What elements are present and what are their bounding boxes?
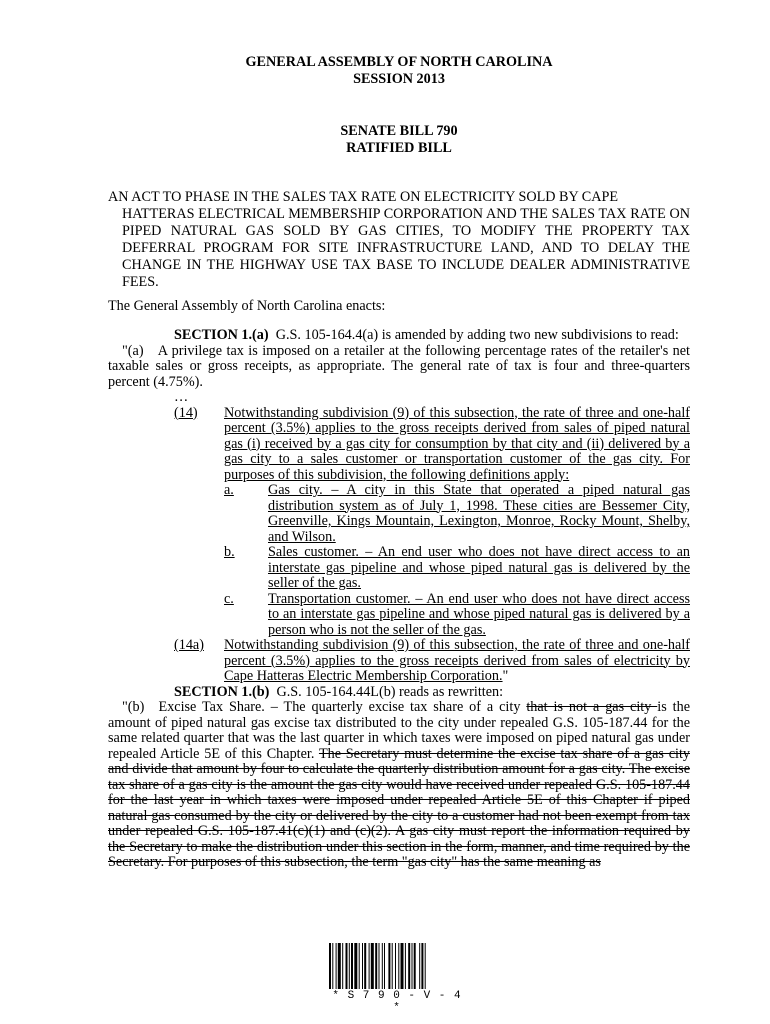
- barcode-bar: [349, 943, 350, 989]
- barcode-bar: [412, 943, 413, 989]
- definition-item: [224, 483, 690, 545]
- bill-number: SENATE BILL 790: [340, 123, 458, 139]
- barcode-bar: [401, 943, 404, 989]
- subsection-b: [108, 700, 690, 871]
- header-bill: [108, 123, 690, 157]
- barcode-bar: [419, 943, 420, 989]
- subdivision-14a-number: (14a): [174, 637, 204, 653]
- barcode-bar: [362, 943, 363, 989]
- section-1a-label: SECTION 1.(a): [174, 327, 269, 343]
- barcode-bar: [382, 943, 383, 989]
- enacting-clause: The General Assembly of North Carolina enacts:: [108, 298, 386, 314]
- assembly-name: GENERAL ASSEMBLY OF NORTH CAROLINA: [245, 54, 553, 70]
- section-1a-intro: [108, 328, 690, 344]
- barcode-label: * S 7 9 0 - V - 4 *: [332, 990, 462, 1014]
- barcode-bar: [346, 943, 348, 989]
- ellipsis: …: [174, 389, 189, 405]
- barcode-bar: [405, 943, 406, 989]
- subsection-b-middle: is the amount of piped natural gas excise tax distributed to the city under repealed G.S. 105-187.44 for the same related quarter that was the last quarter in which taxes were imposed on piped natural gas under repealed Article 5E of this Chapter.: [108, 699, 690, 762]
- barcode-bar: [408, 943, 410, 989]
- barcode-bar: [414, 943, 416, 989]
- subdivision-14-text: Notwithstanding subdivision (9) of this subsection, the rate of three and one-half percent (3.5%) applies to the gross receipts derived from sales of piped natural gas (i) received by a gas city for consumption by that city and (ii) delivered by a gas city to a sales customer or transportation customer of the gas city. For purposes of this subdivision, the following definitions apply:: [224, 404, 690, 483]
- barcode-bar: [398, 943, 399, 989]
- header-assembly: [108, 54, 690, 88]
- barcode-bar: [336, 943, 337, 989]
- barcode-bar: [384, 943, 385, 989]
- document-barcode: [329, 943, 465, 989]
- definition-text: Gas city. – A city in this State that operated a piped natural gas distribution system as of July 1, 1998. These cities are Bessemer City, Greenville, Kings Mountain, Lexington, Monroe, Rocky Mount, Shelby, and Wilson.: [268, 482, 690, 545]
- barcode-bar: [332, 943, 333, 989]
- subdivision-14-number: (14): [174, 404, 198, 421]
- barcode-bar: [369, 943, 370, 989]
- section-1a-text: G.S. 105-164.4(a) is amended by adding two new subdivisions to read:: [275, 327, 679, 343]
- barcode-bar: [388, 943, 390, 989]
- subdivision-14: [174, 406, 690, 484]
- struck-text-secretary: The Secretary must determine the excise tax share of a gas city and divide that amount by four to calculate the quarterly distribution amount for a gas city. The excise tax share of a gas city is the amount the gas city would have received under repealed G.S. 105-187.44 for the last year in which taxes were imposed under repealed Article 5E of this Chapter if piped natural gas consumed by the city or delivered by the city to a customer had not been exempt from tax under repealed G.S. 105-187.41(c)(1) and (c)(2). A gas city must report the information required by the Secretary to make the distribution under this section in the form, manner, and time required by the Secretary. For purposes of this subsection, the term "gas city" has the same meaning as: [108, 745, 690, 870]
- act-title: [108, 189, 690, 291]
- barcode-bar: [395, 943, 396, 989]
- definition-text: Sales customer. – An end user who does not have direct access to an interstate gas pipeline and whose piped natural gas is delivered by the seller of the gas.: [268, 544, 690, 591]
- subdivision-14a: [174, 638, 690, 685]
- section-1b-text: G.S. 105-164.44L(b) reads as rewritten:: [276, 683, 504, 700]
- barcode-bar: [354, 943, 357, 989]
- barcode-bar: [342, 943, 343, 989]
- barcode-bar: [375, 943, 377, 989]
- barcode-bar: [351, 943, 353, 989]
- barcode-bar: [338, 943, 341, 989]
- definition-letter: c.: [224, 590, 234, 607]
- definition-letter: b.: [224, 544, 235, 560]
- section-1b-intro: [108, 685, 690, 701]
- definition-item: [224, 592, 690, 639]
- barcode-bar: [425, 943, 426, 989]
- struck-text-gas-city: that is not a gas city: [526, 699, 658, 715]
- barcode-bar: [364, 943, 366, 989]
- definition-item: [224, 545, 690, 592]
- act-title-first-line: AN ACT TO PHASE IN THE SALES TAX RATE ON ELECTRICITY SOLD BY CAPE: [108, 189, 619, 205]
- barcode-bar: [359, 943, 360, 989]
- section-1b-label: SECTION 1.(b): [174, 683, 270, 700]
- subsection-b-open: "(b) Excise Tax Share. – The quarterly excise tax share of a city: [122, 699, 527, 715]
- bill-body: [108, 328, 690, 871]
- barcode-bar: [329, 943, 331, 989]
- definition-letter: a.: [224, 482, 234, 498]
- barcode-bar: [392, 943, 393, 989]
- act-title-rest: HATTERAS ELECTRICAL MEMBERSHIP CORPORATION AND THE SALES TAX RATE ON PIPED NATURAL GAS SOLD BY GAS CITIES, TO MODIFY THE PROPERTY TAX DEFERRAL PROGRAM FOR SITE INFRASTRUCTURE LAND, AND TO DELAY THE CHANGE IN THE HIGHWAY USE TAX BASE TO INCLUDE DEALER ADMINISTRATIVE FEES.: [122, 206, 690, 290]
- bill-status: RATIFIED BILL: [346, 140, 452, 156]
- subsection-a: "(a) A privilege tax is imposed on a retailer at the following percentage rates of the retailer's net taxable sales or gross receipts, as appropriate. The general rate of tax is four and three-quarters percent (4.75%).: [108, 342, 690, 390]
- closing-quote: ": [502, 668, 509, 684]
- barcode-bar: [371, 943, 374, 989]
- subdivision-14a-text: Notwithstanding subdivision (9) of this subsection, the rate of three and one-half percent (3.5%) applies to the gross receipts derived from sales of electricity by Cape Hatteras Electric Membership Corporation.: [224, 637, 690, 684]
- barcode-bar: [379, 943, 380, 989]
- barcode-bar: [421, 943, 423, 989]
- definition-text: Transportation customer. – An end user who does not have direct access to an interstate gas pipeline and whose piped natural gas is delivered by a person who is not the seller of the gas.: [268, 590, 690, 638]
- session-year: SESSION 2013: [353, 71, 445, 87]
